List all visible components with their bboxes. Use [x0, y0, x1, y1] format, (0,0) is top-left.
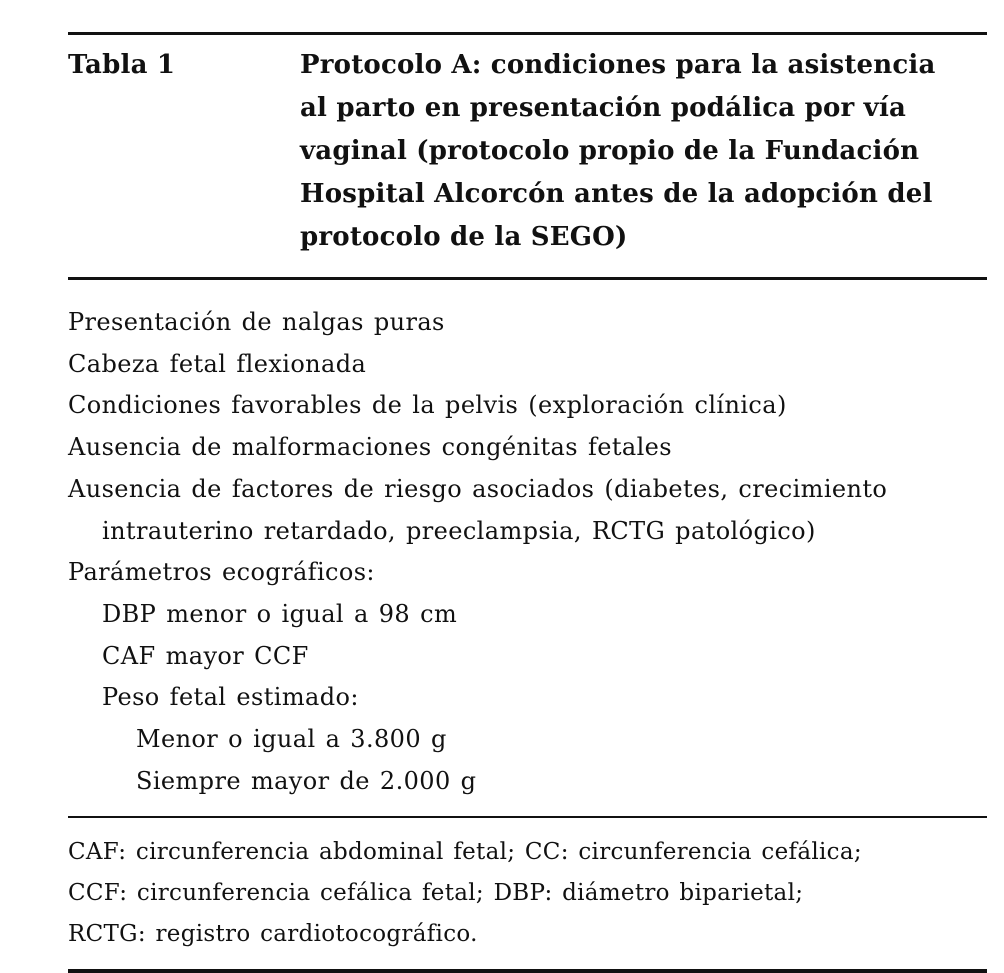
- ultrasound-subitem: Peso fetal estimado:: [102, 683, 359, 712]
- table-label: Tabla 1: [68, 50, 176, 80]
- ultrasound-subitem: CAF mayor CCF: [102, 641, 309, 670]
- weight-subitem: Siempre mayor de 2.000 g: [136, 766, 477, 795]
- condition-item: Condiciones favorables de la pelvis (exploración clínica): [68, 391, 787, 420]
- title-line: Hospital Alcorcón antes de la adopción del: [300, 179, 933, 209]
- title-line: protocolo de la SEGO): [300, 222, 628, 252]
- table-footnotes: [68, 818, 987, 969]
- title-line: al parto en presentación podálica por vía: [300, 93, 907, 123]
- footnote-line: CCF: circunferencia cefálica fetal; DBP: diámetro biparietal;: [68, 880, 804, 907]
- table-body: [68, 280, 987, 816]
- ultrasound-subitem: DBP menor o igual a 98 cm: [102, 599, 458, 628]
- footnote-line: RCTG: registro cardiotocográfico.: [68, 921, 478, 948]
- footnote-line: CAF: circunferencia abdominal fetal; CC: circunferencia cefálica;: [68, 839, 862, 866]
- title-line: vaginal (protocolo propio de la Fundación: [300, 136, 920, 166]
- table-title: [300, 44, 987, 259]
- condition-item: Parámetros ecográficos:: [68, 558, 375, 587]
- condition-item-continuation: intrauterino retardado, preeclampsia, RCTG patológico): [102, 516, 816, 545]
- table-header: [68, 35, 987, 277]
- condition-item: Cabeza fetal flexionada: [68, 349, 367, 378]
- title-line: Protocolo A: condiciones para la asistencia: [300, 50, 936, 80]
- protocol-table: [68, 0, 987, 973]
- condition-item: Ausencia de malformaciones congénitas fetales: [68, 433, 672, 462]
- weight-subitem: Menor o igual a 3.800 g: [136, 725, 447, 754]
- condition-item: Ausencia de factores de riesgo asociados (diabetes, crecimiento: [68, 474, 888, 503]
- condition-item: Presentación de nalgas puras: [68, 308, 445, 336]
